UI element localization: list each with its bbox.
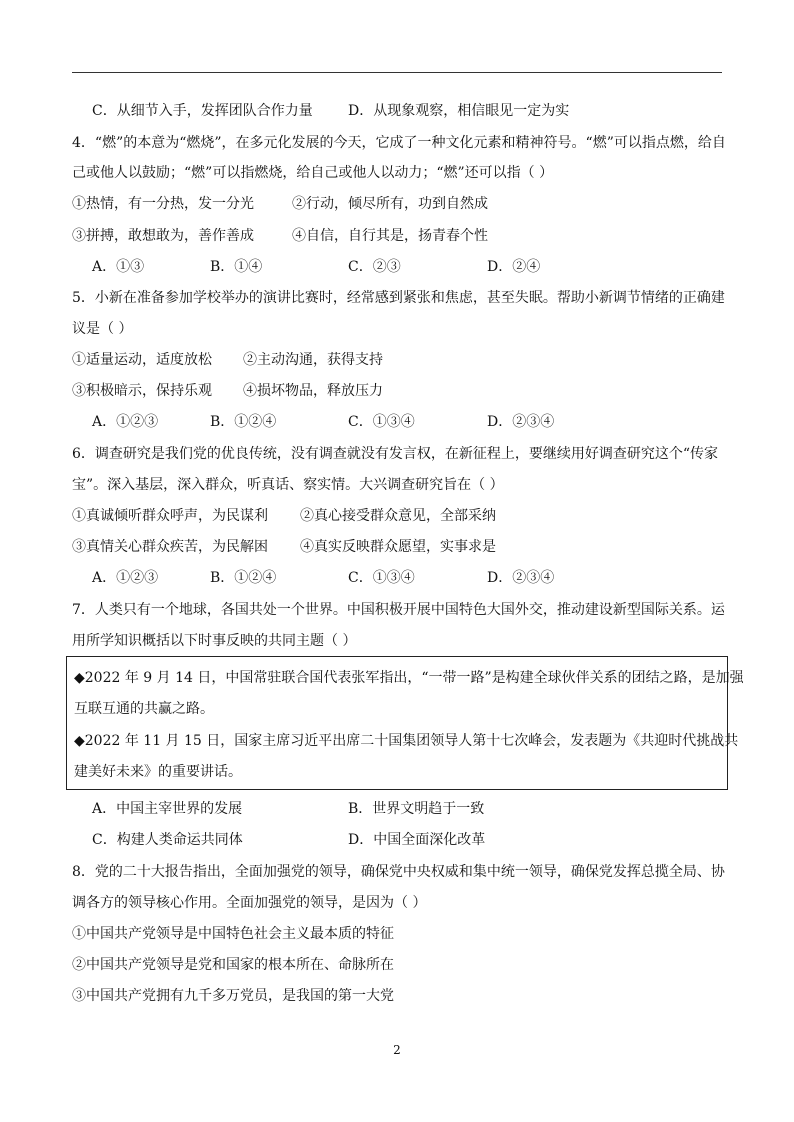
q7-option-b: B．世界文明趋于一致 xyxy=(348,801,485,817)
q5-statement-2: ②主动沟通，获得支持 xyxy=(243,352,383,368)
q4-statement-1: ①热情，有一分热，发一分光 xyxy=(72,196,254,212)
q4-statement-4: ④自信，自行其是，扬青春个性 xyxy=(292,228,488,244)
q6-statement-4: ④真实反映群众愿望，实事求是 xyxy=(300,539,496,555)
q5-option-b: B．①②④ xyxy=(210,414,277,430)
page-number: 2 xyxy=(393,1043,401,1057)
q5-stem-line2: 议是（ ） xyxy=(72,321,133,337)
q6-statement-1: ①真诚倾听群众呼声，为民谋利 xyxy=(72,508,268,524)
q4-statement-3: ③拼搏，敢想敢为，善作善成 xyxy=(72,228,254,244)
q6-stem-line1: 6．调查研究是我们党的优良传统，没有调查就没有发言权，在新征程上，要继续用好调查研究这个“传家 xyxy=(72,446,719,462)
q7-news-1-line2: 互联互通的共赢之路。 xyxy=(74,701,214,717)
q7-option-d: D．中国全面深化改革 xyxy=(348,832,486,848)
q7-stem-line2: 用所学知识概括以下时事反映的共同主题（ ） xyxy=(72,633,357,649)
q6-option-a: A．①②③ xyxy=(92,570,159,586)
q6-option-b: B．①②④ xyxy=(210,570,277,586)
header-rule xyxy=(72,72,722,73)
q7-news-2-line2: 建美好未来》的重要讲话。 xyxy=(74,764,242,780)
q8-statement-1: ①中国共产党领导是中国特色社会主义最本质的特征 xyxy=(72,926,394,942)
q5-option-a: A．①②③ xyxy=(92,414,159,430)
q3-option-d: D．从现象观察，相信眼见一定为实 xyxy=(348,103,570,119)
q6-statement-2: ②真心接受群众意见，全部采纳 xyxy=(300,508,496,524)
q5-stem-line1: 5．小新在准备参加学校举办的演讲比赛时，经常感到紧张和焦虑，甚至失眠。帮助小新调节情绪的正确建 xyxy=(72,290,725,306)
q7-stem-line1: 7．人类只有一个地球，各国共处一个世界。中国积极开展中国特色大国外交，推动建设新型国际关系。运 xyxy=(72,602,725,618)
q7-news-1-line1: ◆2022 年 9 月 14 日，中国常驻联合国代表张军指出，“一带一路”是构建全球伙伴关系的团结之路，是加强 xyxy=(74,670,744,686)
q8-stem-line1: 8．党的二十大报告指出，全面加强党的领导，确保党中央权威和集中统一领导，确保党发挥总揽全局、协 xyxy=(72,864,725,880)
q5-option-c: C．①③④ xyxy=(348,414,415,430)
q5-statement-4: ④损坏物品，释放压力 xyxy=(243,383,383,399)
q7-option-a: A．中国主宰世界的发展 xyxy=(92,801,243,817)
q6-stem-line2: 宝”。深入基层，深入群众，听真话、察实情。大兴调查研究旨在（ ） xyxy=(72,477,504,493)
q8-stem-line2: 调各方的领导核心作用。全面加强党的领导，是因为（ ） xyxy=(72,895,427,911)
q5-statement-1: ①适量运动，适度放松 xyxy=(72,352,212,368)
q8-statement-2: ②中国共产党领导是党和国家的根本所在、命脉所在 xyxy=(72,957,394,973)
q5-statement-3: ③积极暗示，保持乐观 xyxy=(72,383,212,399)
q6-option-c: C．①③④ xyxy=(348,570,415,586)
q5-option-d: D．②③④ xyxy=(487,414,555,430)
q6-option-d: D．②③④ xyxy=(487,570,555,586)
q4-option-a: A．①③ xyxy=(92,259,145,275)
q3-option-c: C．从细节入手，发挥团队合作力量 xyxy=(92,103,313,119)
q7-news-2-line1: ◆2022 年 11 月 15 日，国家主席习近平出席二十国集团领导人第十七次峰会，发表题为《共迎时代挑战共 xyxy=(74,733,739,749)
q4-stem-line2: 己或他人以鼓励；“燃”可以指燃烧，给自己或他人以动力；“燃”还可以指（ ） xyxy=(72,165,554,181)
q4-option-c: C．②③ xyxy=(348,259,401,275)
q4-statement-2: ②行动，倾尽所有，功到自然成 xyxy=(292,196,488,212)
q4-option-d: D．②④ xyxy=(487,259,541,275)
q4-option-b: B．①④ xyxy=(210,259,263,275)
q4-stem-line1: 4．“燃”的本意为“燃烧”，在多元化发展的今天，它成了一种文化元素和精神符号。“燃”可以指点燃，给自 xyxy=(72,135,726,151)
q6-statement-3: ③真情关心群众疾苦，为民解困 xyxy=(72,539,268,555)
q8-statement-3: ③中国共产党拥有九千多万党员，是我国的第一大党 xyxy=(72,988,394,1004)
q7-option-c: C．构建人类命运共同体 xyxy=(92,832,243,848)
